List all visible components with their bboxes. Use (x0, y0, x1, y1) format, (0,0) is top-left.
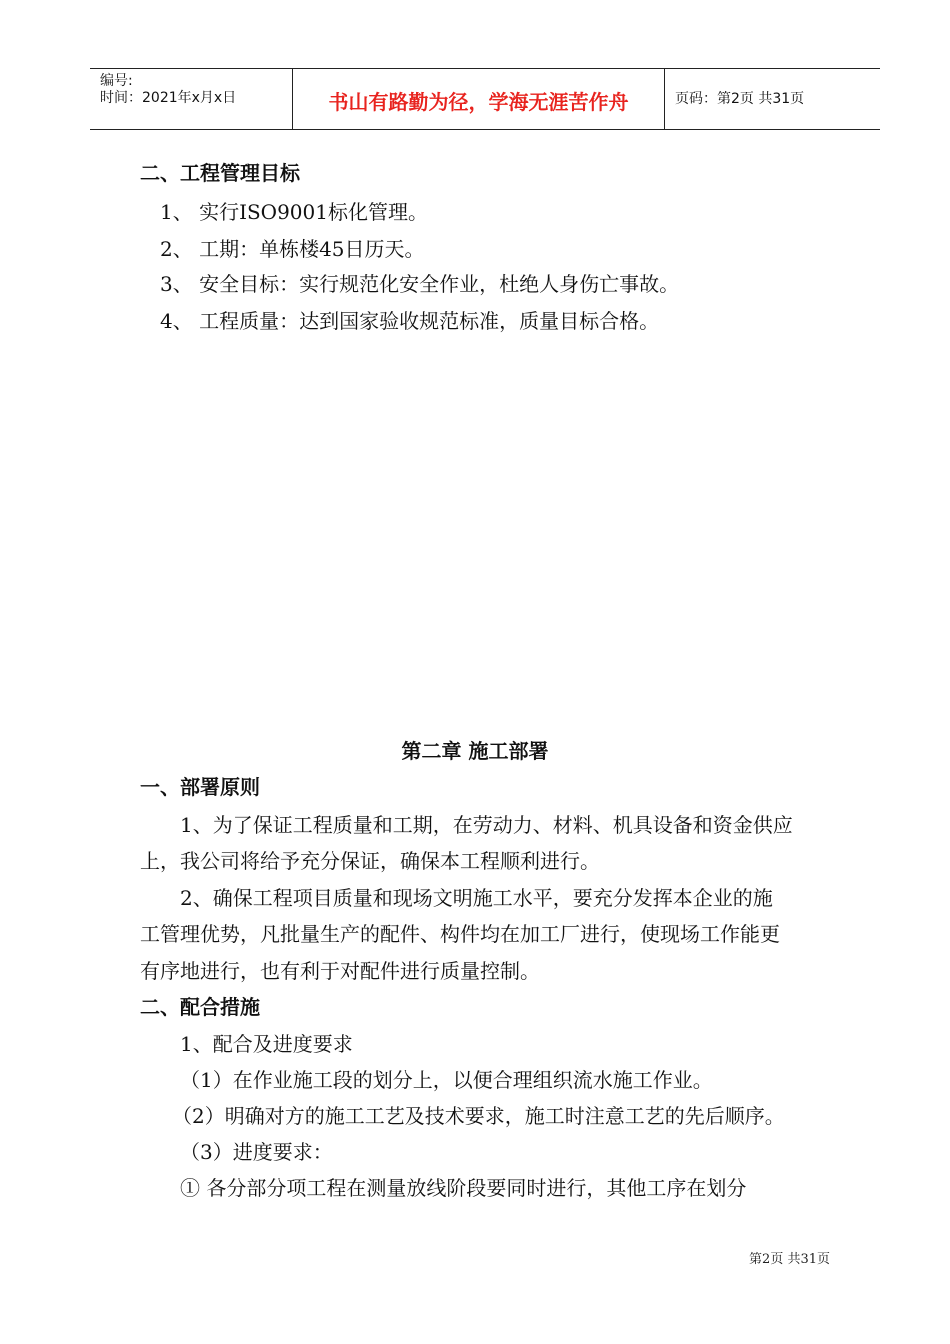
list-item: 1、 实行ISO9001标化管理。 (160, 200, 428, 224)
page-header (90, 68, 880, 130)
paragraph-line: （1）在作业施工段的划分上，以便合理组织流水施工作业。 (180, 1068, 713, 1092)
list-item: 3、 安全目标：实行规范化安全作业，杜绝人身伤亡事故。 (160, 272, 680, 296)
section-heading-principles: 一、部署原则 (140, 775, 260, 799)
paragraph-line: 有序地进行，也有利于对配件进行质量控制。 (140, 959, 540, 983)
page-footer-number: 第2页 共31页 (749, 1252, 830, 1267)
paragraph-line: ① 各分部分项工程在测量放线阶段要同时进行，其他工序在划分 (180, 1176, 747, 1200)
section-heading-coordination: 二、配合措施 (140, 995, 260, 1019)
document-number-label: 编号: (100, 73, 133, 89)
paragraph-line: （2）明确对方的施工工艺及技术要求，施工时注意工艺的先后顺序。 (172, 1104, 785, 1128)
paragraph-line: 2、确保工程项目质量和现场文明施工水平，要充分发挥本企业的施 (180, 886, 773, 910)
list-item: 2、 工期：单栋楼45日历天。 (160, 237, 425, 261)
header-page-number: 页码：第2页 共31页 (675, 91, 805, 107)
header-meta-cell (90, 69, 293, 129)
section-heading-management-goals: 二、工程管理目标 (140, 161, 300, 185)
paragraph-line: 1、为了保证工程质量和工期，在劳动力、材料、机具设备和资金供应 (180, 813, 793, 837)
header-page-cell (665, 69, 880, 129)
paragraph-line: 工管理优势，凡批量生产的配件、构件均在加工厂进行，使现场工作能更 (140, 922, 780, 946)
list-item: 4、 工程质量：达到国家验收规范标准，质量目标合格。 (160, 309, 660, 333)
paragraph-line: 1、配合及进度要求 (180, 1032, 353, 1056)
header-motto-cell (293, 69, 665, 129)
document-time-label: 时间：2021年x月x日 (100, 90, 237, 106)
paragraph-line: （3）进度要求： (180, 1140, 333, 1164)
paragraph-line: 上，我公司将给予充分保证，确保本工程顺利进行。 (140, 849, 600, 873)
header-motto: 书山有路勤为径，学海无涯苦作舟 (328, 90, 629, 114)
chapter-title: 第二章 施工部署 (401, 739, 549, 763)
